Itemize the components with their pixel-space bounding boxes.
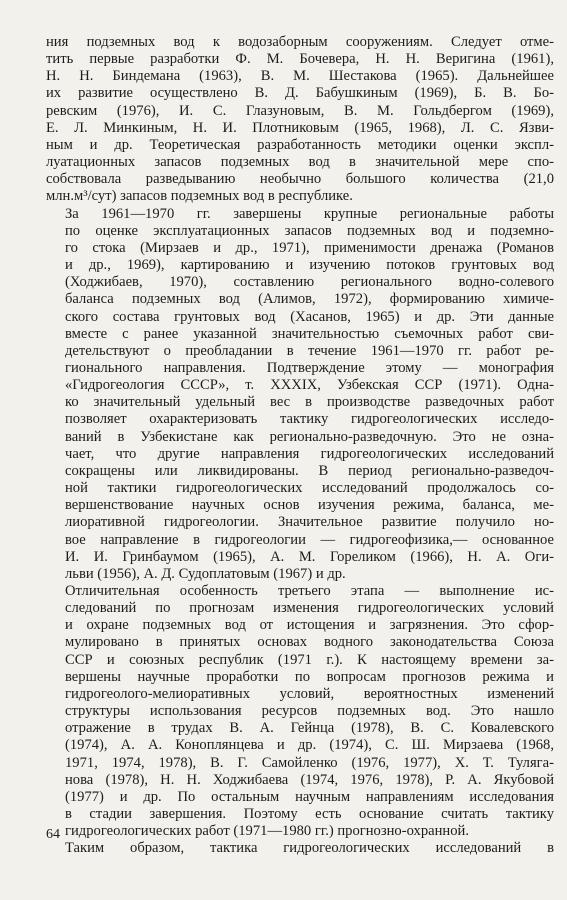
text-line: гионального направления. Подтверждение этому — монография — [65, 359, 554, 376]
paragraph — [46, 206, 554, 583]
text-line: льви (1956), А. Д. Судоплатовым (1967) и др. — [65, 565, 346, 582]
text-line: ревским (1976), И. С. Глазуновым, В. М. Гольдбергом (1969), — [46, 102, 554, 119]
text-line: млн.м³/сут) запасов подземных вод в республике. — [46, 188, 353, 205]
text-line: вершены научные проработки по вопросам прогнозов режима и — [65, 668, 554, 685]
text-line: ССР и союзных республик (1971 г.). К настоящему времени за- — [65, 651, 554, 668]
text-line: Отличительная особенность третьего этапа — выполнение ис- — [65, 583, 554, 599]
text-line: гидрогеолого-мелиоративных условий, вероятностных изменений — [65, 685, 554, 702]
text-line: по оценке эксплуатационных запасов подземных вод и подземно- — [65, 222, 554, 239]
text-line: ной тактики гидрогеологических исследований продолжалось со- — [65, 480, 554, 497]
text-line: детельствуют о преобладании в течение 1961—1970 гг. работ ре- — [65, 342, 554, 359]
text-line: (1974), А. А. Коноплянцева и др. (1974), С. Ш. Мирзаева (1968, — [65, 737, 554, 754]
text-line: ным и др. Теоретическая разработанность методики оценки экспл- — [46, 136, 554, 153]
text-line: отражение в трудах В. А. Гейнца (1978), В. С. Ковалевского — [65, 720, 554, 737]
text-line: структуры использования ресурсов подземных вод. Это нашло — [65, 703, 554, 720]
text-line: вместе с ранее указанной значительностью съемочных работ сви- — [65, 325, 554, 342]
text-line: в стадии завершения. Поэтому есть основание считать тактику — [65, 806, 554, 823]
text-line: их развитие осуществлено В. Д. Бабушкиным (1969), Б. В. Бо- — [46, 85, 554, 102]
paragraph — [46, 34, 554, 206]
text-line: лиоративной гидрогеологии. Значительное развитие получило но- — [65, 514, 554, 531]
text-line: (Ходжибаев, 1970), составлению регионального водно-солевого — [65, 274, 554, 291]
text-line: Таким образом, тактика гидрогеологических исследований в — [65, 840, 554, 857]
text-line: ваний в Узбекистане как регионально-разведочную. Это не озна- — [65, 428, 554, 445]
text-line: Е. Л. Минкиным, Н. И. Плотниковым (1965, 1968), Л. С. Язви- — [46, 119, 554, 136]
text-line: баланса подземных вод (Алимов, 1972), формированию химиче- — [65, 291, 554, 308]
text-line: мулировано в принятых основах водного законодательства Союза — [65, 634, 554, 651]
text-line: ко значительный удельный вес в производстве разведочных работ — [65, 394, 554, 411]
text-line: луатационных запасов подземных вод в значительной мере спо- — [46, 154, 554, 171]
body-text — [46, 34, 554, 858]
text-line: Н. Н. Биндемана (1963), В. М. Шестакова (1965). Дальнейшее — [46, 68, 554, 85]
text-line: сокращены или ликвидированы. В период регионально-разведоч- — [65, 462, 554, 479]
text-line: гидрогеологических работ (1971—1980 гг.) прогнозно-охранной. — [65, 823, 469, 840]
text-line: И. И. Гринбаумом (1965), А. М. Гореликом (1966), Н. А. Оги- — [65, 548, 554, 565]
text-line: вершенствование научных основ изучения режима, баланса, ме- — [65, 497, 554, 514]
paragraph — [46, 840, 554, 857]
text-line: ского состава грунтовых вод (Хасанов, 1965) и др. Эти данные — [65, 308, 554, 325]
text-line: (1977) и др. По остальным научным направлениям исследования — [65, 788, 554, 805]
text-line: ния подземных вод к водозаборным сооружениям. Следует отме- — [46, 34, 554, 50]
text-line: собствовала разведыванию необычно большого количества (21,0 — [46, 171, 554, 188]
text-line: позволяет охарактеризовать тактику гидрогеологических исследо- — [65, 411, 554, 428]
text-line: и охране подземных вод от истощения и загрязнения. Это сфор- — [65, 617, 554, 634]
text-line: нова (1978), Н. Н. Ходжибаева (1974, 1976, 1978), Р. А. Якубовой — [65, 771, 554, 788]
page-number: 64 — [46, 827, 60, 842]
text-line: «Гидрогеология СССР», т. XXXIX, Узбекская ССР (1971). Одна- — [65, 377, 554, 394]
text-line: 1971, 1974, 1978), В. Г. Самойленко (1976, 1977), Х. Т. Туляга- — [65, 754, 554, 771]
text-line: чает, что другие направления гидрогеологических исследований — [65, 445, 554, 462]
paragraph — [46, 583, 554, 840]
text-line: вое направление в гидрогеологии — гидрогеофизика,— основанное — [65, 531, 554, 548]
text-line: тить первые разработки Ф. М. Бочевера, Н. Н. Веригина (1961), — [46, 51, 554, 68]
text-line: и др., 1969), картированию и изучению потоков грунтовых вод — [65, 257, 554, 274]
text-line: За 1961—1970 гг. завершены крупные региональные работы — [65, 205, 554, 222]
text-line: го стока (Мирзаев и др., 1971), применимости дренажа (Романов — [65, 239, 554, 256]
text-line: следований по прогнозам изменения гидрогеологических условий — [65, 600, 554, 617]
